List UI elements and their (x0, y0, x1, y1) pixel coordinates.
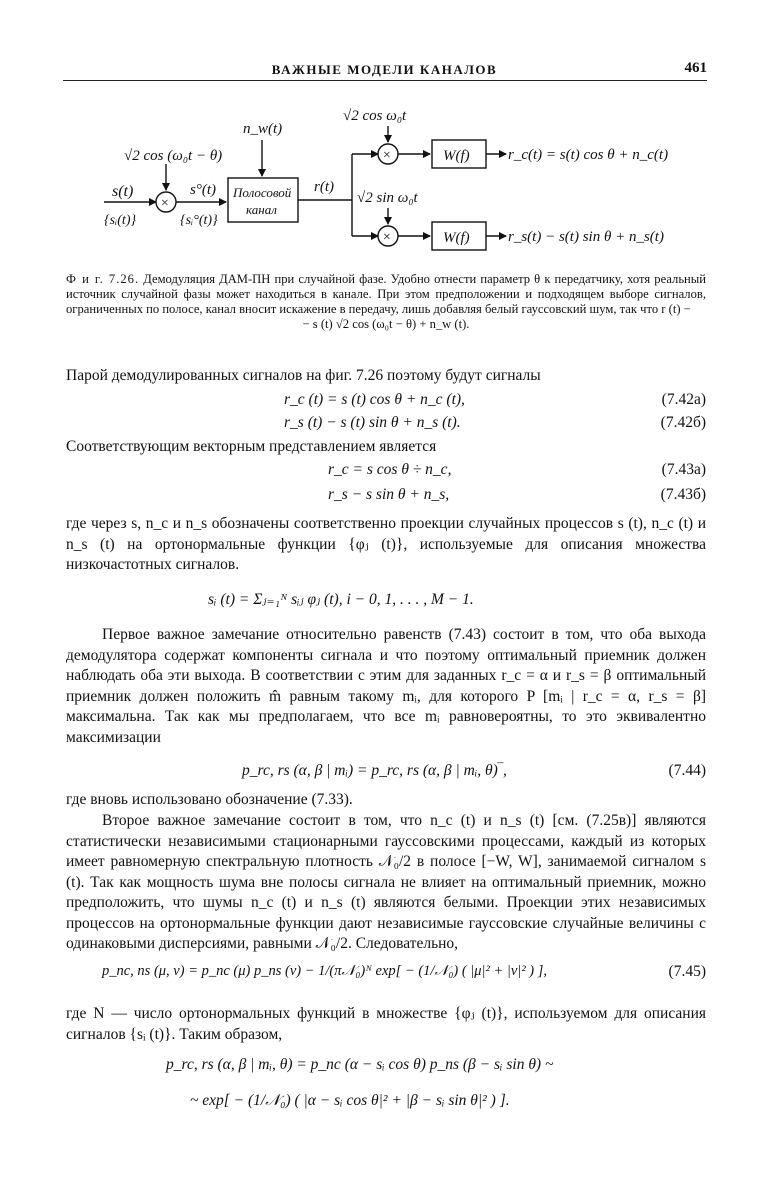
equation-number: (7.43a) (661, 461, 706, 478)
equation-body: p_nc, ns (μ, ν) = p_nc (μ) p_ns (ν) − 1/(π𝒩₀)ᴺ exp[ − (1/𝒩₀) ( |μ|² + |ν|² ) ], (102, 963, 548, 979)
equation-7-43b (66, 486, 706, 508)
demodulator-diagram (0, 90, 769, 270)
equation-7-42b (66, 414, 706, 436)
figure-label: Ф и г. 7.26. (66, 272, 140, 286)
carrier-bottom-label: √2 sin ω₀t (357, 190, 418, 206)
equation-number: (7.45) (668, 963, 706, 980)
equation-7-44 (66, 762, 706, 784)
paragraph-5: где вновь использовано обозначение (7.33). (66, 791, 353, 808)
figure-caption (66, 272, 706, 332)
r-label: r(t) (314, 179, 334, 195)
mod-set-label: {sᵢ°(t)} (180, 213, 218, 228)
input-multiplier-sign: × (160, 196, 170, 211)
equation-7-45 (66, 963, 706, 985)
paragraph-4: Первое важное замечание относительно равенств (7.43) состоит в том, что оба выхода демодулятора содержат компоненты сигнала и что поэтому оптимальный приемник должен наблюдать оба эти выхода. В соответствии с этим для заданных r_c = α и r_s = β оптимальный приемник должен положить m̂ равным такому mᵢ, для которого P [mᵢ | r_c = α, r_s = β] максимальна. Так как мы предполагаем, что все mᵢ равновероятны, то это эквивалентно максимизации (66, 626, 706, 746)
equation-body: r_c = s cos θ ÷ n_c, (328, 461, 452, 478)
header-rule (63, 80, 707, 81)
running-header: ВАЖНЫЕ МОДЕЛИ КАНАЛОВ (271, 62, 498, 77)
paragraph-3: где через s, n_c и n_s обозначены соответственно проекции случайных процессов s (t), n_c (t) и n_s (t) на ортонормальные функции {φⱼ (t)}, используемые для описания множества низкочастотных сигналов. (66, 515, 706, 573)
equation-final-line-2: ~ exp[ − (1/𝒩₀) ( |α − sᵢ cos θ|² + |β − sᵢ sin θ|² ) ]. (190, 1092, 510, 1109)
carrier-top-label: √2 cos ω₀t (343, 108, 407, 124)
equation-7-42a (66, 391, 706, 413)
paragraph-7: где N — число ортонормальных функций в множестве {φⱼ (t)}, используемом для описания сигналов {sᵢ (t)}. Таким образом, (66, 1005, 706, 1043)
equation-final-line-1: p_rc, rs (α, β | mᵢ, θ) = p_nc (α − sᵢ cos θ) p_ns (β − sᵢ sin θ) ~ (166, 1056, 554, 1073)
caption-formula: − s (t) √2 cos (ω₀t − θ) + n_w (t). (302, 317, 470, 331)
input-label: s(t) (112, 183, 134, 200)
mod-label: s°(t) (190, 182, 216, 198)
channel-label-2: канал (246, 202, 277, 217)
caption-text: Демодуляция ДАМ-ПН при случайной фазе. Удобно отнести параметр θ к передатчику, хотя реальный источник случайной фазы может находиться в канале. При этом предположении и подходящем выборе сигналов, ограниченных по полосе, канал вносит искажение в передачу, лишь добавляя белый гауссовский шум, так что r (t) − (66, 272, 706, 316)
upper-output-label: r_c(t) = s(t) cos θ + n_c(t) (508, 147, 669, 163)
equation-sum: sᵢ (t) = Σⱼ₌₁ᴺ sᵢⱼ φⱼ (t), i − 0, 1, . . . , M − 1. (208, 591, 474, 608)
paragraph-1: Парой демодулированных сигналов на фиг. 7.26 поэтому будут сигналы (66, 367, 541, 384)
paragraph-2: Соответствующим векторным представлением является (66, 438, 437, 455)
equation-number: (7.44) (668, 762, 706, 779)
equation-7-43a (66, 461, 706, 483)
channel-label-1: Полосовой (233, 185, 292, 200)
paragraph-6: Второе важное замечание состоит в том, что n_c (t) и n_s (t) [см. (7.25в)] являются статистически независимыми стационарными гауссовскими процессами, каждый из которых имеет равномерную спектральную плотность 𝒩₀/2 в полосе [−W, W], занимаемой сигналом s (t). Так как мощность шума вне полосы сигнала не влияет на оптимальный приемник, можно предположить, что шумы n_c (t) и n_s (t) являются белыми. Проекции этих независимых процессов на ортонормальные функции дают независимые гауссовские случайные величины с одинаковыми дисперсиями, равными 𝒩₀/2. Следовательно, (66, 812, 706, 952)
equation-number: (7.42б) (660, 414, 706, 431)
equation-number: (7.43б) (660, 486, 706, 503)
lower-multiplier-sign: × (382, 230, 392, 245)
carrier-in-label: √2 cos (ω₀t − θ) (124, 148, 223, 164)
input-set-label: {sᵢ(t)} (104, 213, 137, 228)
lower-filter-label: W(f) (443, 230, 470, 246)
upper-filter-label: W(f) (443, 148, 470, 164)
equation-body: r_c (t) = s (t) cos θ + n_c (t), (284, 391, 465, 408)
page-number: 461 (684, 60, 707, 76)
equation-body: p_rc, rs (α, β | mᵢ) = p_rc, rs (α, β | mᵢ, θ)‾, (242, 762, 507, 779)
lower-output-label: r_s(t) − s(t) sin θ + n_s(t) (508, 229, 664, 245)
equation-body: r_s − s sin θ + n_s, (328, 486, 450, 503)
equation-body: r_s (t) − s (t) sin θ + n_s (t). (284, 414, 461, 431)
noise-label: n_w(t) (243, 121, 283, 137)
equation-number: (7.42a) (661, 391, 706, 408)
upper-multiplier-sign: × (382, 148, 392, 163)
